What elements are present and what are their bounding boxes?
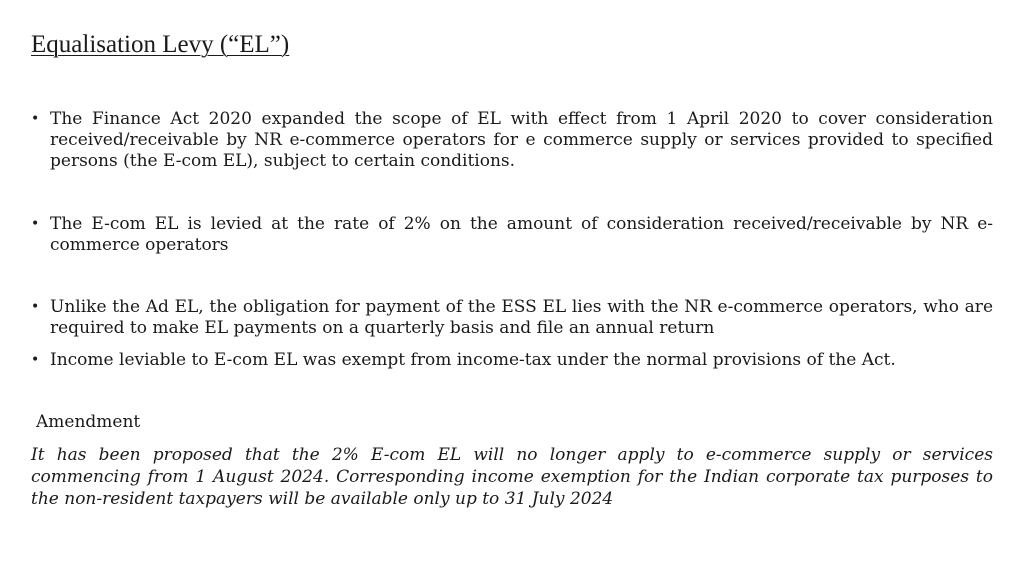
bullet-item [31, 109, 993, 172]
bullet-item [31, 214, 993, 256]
bullet-text: The E-com EL is levied at the rate of 2% on the amount of consideration received/receivable by NR e-commerce operators [50, 214, 993, 255]
bullet-point-icon: • [31, 111, 40, 127]
amendment-heading: Amendment [36, 412, 141, 432]
slide-title: Equalisation Levy (“EL”) [31, 31, 290, 58]
bullet-point-icon: • [31, 299, 40, 315]
amendment-text: It has been proposed that the 2% E-com EL will no longer apply to e-commerce supply or services commencing from 1 August 2024. Corresponding income exemption for the Indian corporate tax purposes to the non-resident taxpayers will be available only up to 31 July 2024 [31, 445, 993, 509]
bullet-item [31, 350, 993, 371]
bullet-point-icon: • [31, 216, 40, 232]
bullet-text: Income leviable to E-com EL was exempt from income-tax under the normal provisions of the Act. [50, 350, 896, 370]
bullet-text: The Finance Act 2020 expanded the scope of EL with effect from 1 April 2020 to cover consideration received/receivable by NR e-commerce operators for e commerce supply or services provided to specified persons (the E-com EL), subject to certain conditions. [50, 109, 993, 171]
bullet-text: Unlike the Ad EL, the obligation for payment of the ESS EL lies with the NR e-commerce operators, who are required to make EL payments on a quarterly basis and file an annual return [50, 297, 993, 338]
bullet-point-icon: • [31, 352, 40, 368]
bullet-item [31, 297, 993, 339]
